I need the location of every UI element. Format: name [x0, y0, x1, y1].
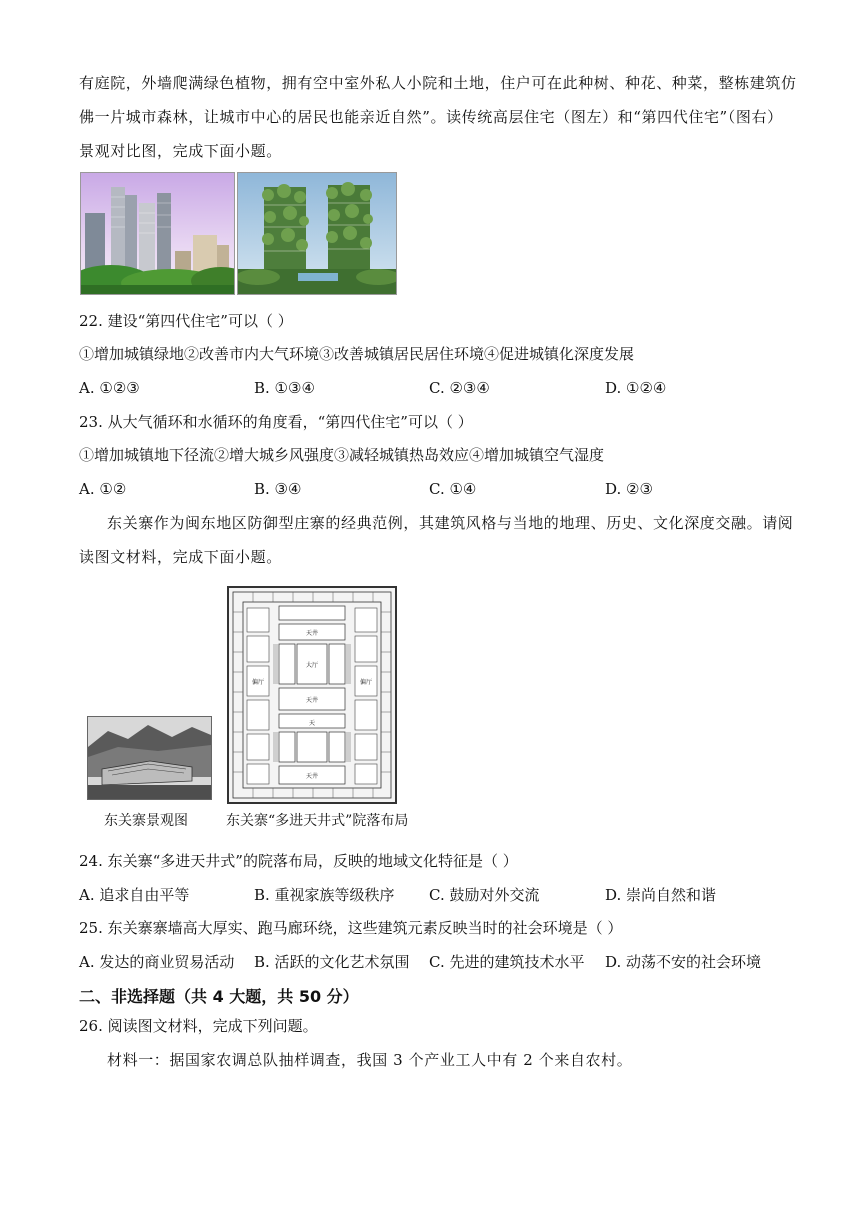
passage2-line-1: 东关寨作为闽东地区防御型庄寨的经典范例，其建筑风格与当地的地理、历史、文化深度交融。请阅: [107, 514, 794, 532]
q24-option-a[interactable]: A. 追求自由平等: [79, 886, 190, 904]
q22-option-d[interactable]: D. ①②④: [605, 379, 667, 397]
plan-label-tian: 天: [308, 720, 316, 727]
section-title-non-choice: 二、非选择题（共 4 大题，共 50 分）: [79, 987, 359, 1006]
intro-line-3: 景观对比图，完成下面小题。: [79, 142, 282, 160]
q23-items: ①增加城镇地下径流②增大城乡风强度③减轻城镇热岛效应④增加城镇空气湿度: [79, 446, 605, 464]
q24-option-d[interactable]: D. 崇尚自然和谐: [605, 886, 717, 904]
q25-option-c[interactable]: C. 先进的建筑技术水平: [429, 953, 585, 971]
q24-stem: 24. 东关寨“多进天井式”的院落布局，反映的地域文化特征是（ ）: [79, 852, 518, 870]
caption-courtyard-layout: 东关寨“多进天井式”院落布局: [226, 813, 409, 829]
q22-items: ①增加城镇绿地②改善市内大气环境③改善城镇居民居住环境④促进城镇化深度发展: [79, 345, 635, 363]
plan-label-tianjing-1: 天井: [305, 630, 319, 637]
q25-stem: 25. 东关寨寨墙高大厚实、跑马廊环绕，这些建筑元素反映当时的社会环境是（ ）: [79, 919, 623, 937]
q23-option-d[interactable]: D. ②③: [605, 480, 653, 498]
q24-option-b[interactable]: B. 重视家族等级秩序: [254, 886, 395, 904]
q26-stem: 26. 阅读图文材料，完成下列问题。: [79, 1017, 318, 1035]
plan-label-tianjing-3: 天井: [305, 773, 319, 780]
q25-option-d[interactable]: D. 动荡不安的社会环境: [605, 953, 762, 971]
plan-label-pianting-left: 偏厅: [251, 679, 265, 686]
q23-option-b[interactable]: B. ③④: [254, 480, 302, 498]
passage2-line-2: 读图文材料，完成下面小题。: [79, 548, 282, 566]
dongguanzhai-courtyard-plan: [227, 586, 397, 804]
q25-option-b[interactable]: B. 活跃的文化艺术氛围: [254, 953, 410, 971]
q23-stem: 23. 从大气循环和水循环的角度看，“第四代住宅”可以（ ）: [79, 413, 473, 431]
traditional-highrise-photo: [80, 172, 235, 295]
plan-label-pianting-right: 偏厅: [359, 679, 373, 686]
q23-option-c[interactable]: C. ①④: [429, 480, 477, 498]
plan-label-tianjing-2: 天井: [305, 697, 319, 704]
q22-option-a[interactable]: A. ①②③: [79, 379, 140, 397]
q26-material-1: 材料一：据国家农调总队抽样调查，我国 3 个产业工人中有 2 个来自农村。: [107, 1051, 633, 1069]
caption-landscape: 东关寨景观图: [104, 813, 188, 829]
fourth-generation-housing-photo: [237, 172, 397, 295]
q22-option-b[interactable]: B. ①③④: [254, 379, 315, 397]
q22-option-c[interactable]: C. ②③④: [429, 379, 490, 397]
q23-option-a[interactable]: A. ①②: [79, 480, 127, 498]
q24-option-c[interactable]: C. 鼓励对外交流: [429, 886, 540, 904]
q22-stem: 22. 建设“第四代住宅”可以（ ）: [79, 312, 293, 330]
plan-label-dating: 大厅: [305, 662, 319, 669]
q25-option-a[interactable]: A. 发达的商业贸易活动: [79, 953, 235, 971]
intro-line-1: 有庭院，外墙爬满绿色植物，拥有空中室外私人小院和土地，住户可在此种树、种花、种菜，整栋建筑仿: [79, 74, 797, 92]
dongguanzhai-landscape-photo: [87, 716, 212, 800]
intro-line-2: 佛一片城市森林，让城市中心的居民也能亲近自然”。读传统高层住宅（图左）和“第四代住宅”（图右）: [79, 108, 783, 126]
